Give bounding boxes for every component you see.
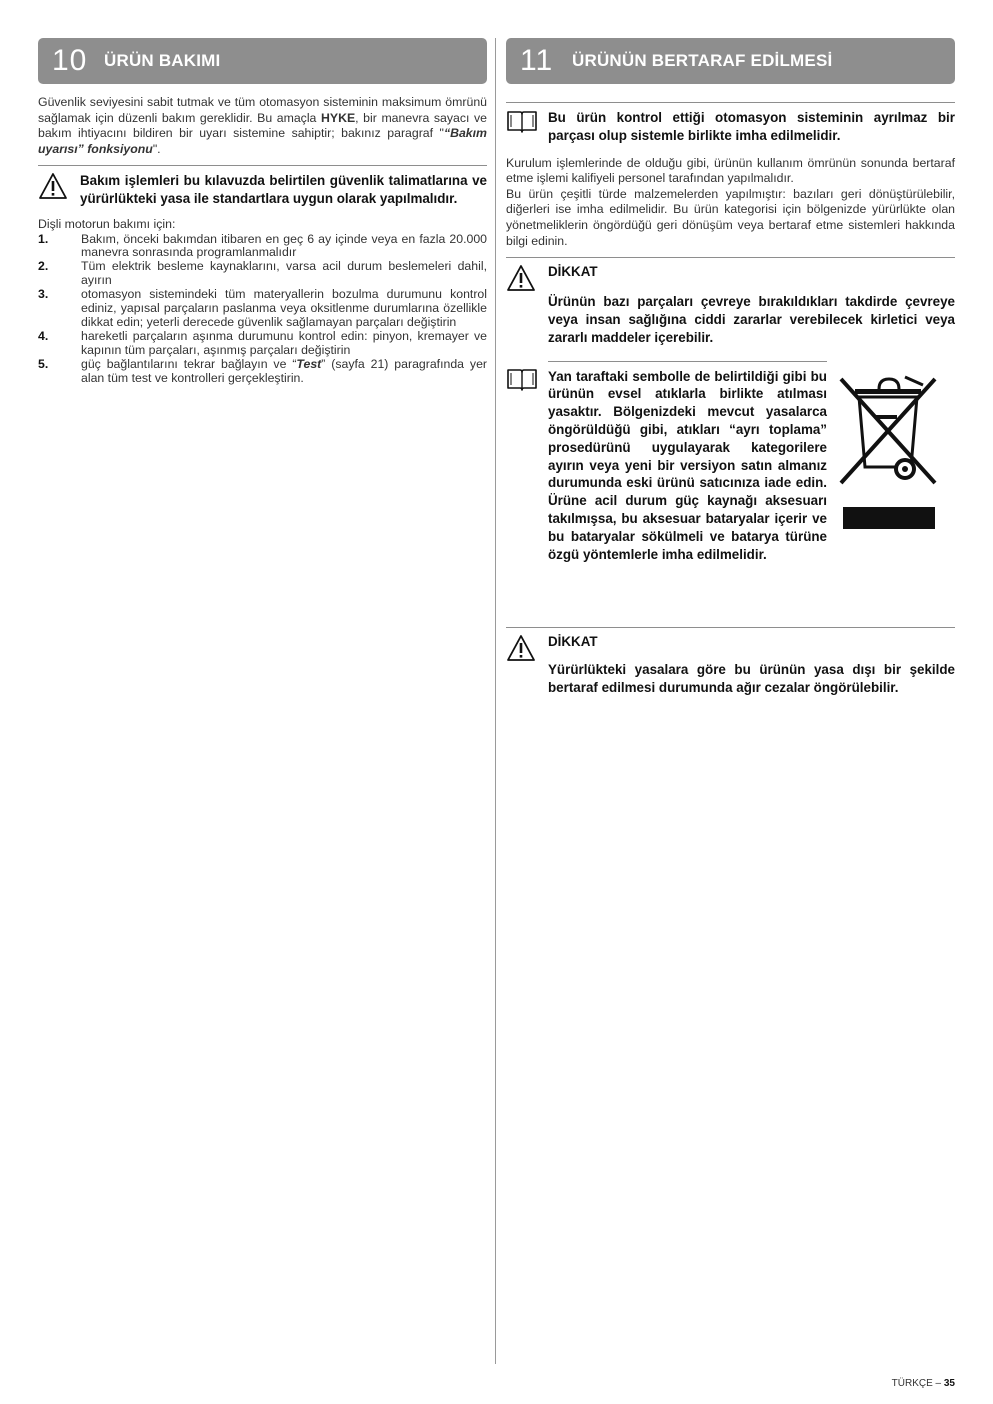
paragraph-reference: “Bakım uyarısı” fonksiyonu: [38, 126, 487, 156]
paragraph: Kurulum işlemlerinde de olduğu gibi, ürünün kullanım ömrünün sonunda bertaraf etme işlemi kalifiyeli personel tarafından yapılmalıdır.: [506, 155, 955, 186]
warning-triangle-icon: [38, 172, 80, 205]
footer-language: TÜRKÇE –: [891, 1378, 944, 1389]
caution-2: [506, 627, 955, 697]
section-10-header: [38, 38, 487, 84]
weee-note: [506, 361, 955, 564]
caution-text: Yürürlükteki yasalara göre bu ürünün yasa dışı bir şekilde bertaraf edilmesi durumunda ağır cezalar öngörülebilir.: [548, 662, 955, 696]
list-item: 4. hareketli parçaların aşınma durumunu kontrol edin: pinyon, kremayer ve kapının tüm parçaları, aşınmış parçaları değiştirin: [38, 328, 487, 357]
caution-title: DİKKAT: [548, 264, 598, 280]
list-item: 3. otomasyon sistemindeki tüm materyallerin bozulma durumunu kontrol ediniz, yapısal parçaların paslanma veya oksitlenme durumlarına özellikle dikkat edin; yeterli derecede güvenlik sağlamayan parçaları değiştirin: [38, 287, 487, 329]
section-title: ÜRÜNÜN BERTARAF EDİLMESİ: [572, 51, 833, 70]
section-number: 11: [520, 44, 554, 77]
crossed-bin-icon: [835, 361, 955, 564]
paragraph: Bu ürün çeşitli türde malzemelerden yapılmıştır: bazıları geri dönüştürülebilir, diğerleri ise imha edilmelidir. Bu ürün kategorisi için bölgenizde yürürlükte olan yönetmeliklerin öngördüğü geri dönüşüm veya bertaraf etme sistemleri hakkında bilgi edinin.: [506, 186, 955, 248]
product-name: HYKE: [321, 110, 356, 125]
page-footer: [892, 1378, 955, 1389]
list-item: 5. güç bağlantılarını tekrar bağlayın ve “Test” (sayfa 21) paragrafında yer alan tüm test ve kontrolleri gerçekleştirin.: [38, 356, 488, 385]
maintenance-warning: [38, 165, 487, 208]
warning-text: Bakım işlemleri bu kılavuzda belirtilen güvenlik talimatlarına ve yürürlükteki yasa ile standartlara uygun olarak yapılmalıdır.: [80, 173, 487, 207]
section-title: ÜRÜN BAKIMI: [104, 51, 221, 70]
intro-paragraph: Güvenlik seviyesini sabit tutmak ve tüm otomasyon sisteminin maksimum ömrünü sağlamak için düzenli bakım gereklidir. Bu amaçla HYKE, bir manevra sayacı ve bakım ihtiyacını bildiren bir uyarı sistemine sahiptir; bakınız paragraf "“Bakım uyarısı” fonksiyonu".: [38, 95, 487, 156]
section-11: [506, 38, 955, 697]
list-item: 1. Bakım, önceki bakımdan itibaren en geç 6 ay içinde veya en fazla 20.000 manevra sonrasında programlanmalıdır: [38, 231, 487, 260]
warning-triangle-icon: [506, 634, 548, 667]
section-11-header: [506, 38, 955, 84]
caution-title: DİKKAT: [548, 634, 598, 650]
manual-book-icon: [506, 361, 548, 396]
page-number: 35: [943, 1378, 955, 1389]
disposal-note: [506, 102, 955, 145]
column-divider: [495, 38, 496, 1364]
caution-text: Ürünün bazı parçaları çevreye bırakıldıkları takdirde çevreye veya insan sağlığına ciddi zararlar verebilecek kirletici veya zararlı maddeler içerebilir.: [548, 294, 955, 345]
caution-1: [506, 257, 955, 346]
section-10: [38, 38, 487, 386]
manual-book-icon: [506, 109, 548, 138]
warning-triangle-icon: [506, 264, 548, 297]
note-text: Bu ürün kontrol ettiği otomasyon sisteminin ayrılmaz bir parçası olup sistemle birlikte imha edilmelidir.: [548, 110, 955, 143]
maintenance-steps: [38, 233, 487, 386]
test-reference: Test: [296, 356, 322, 371]
steps-intro: Dişli motorun bakımı için:: [38, 216, 176, 231]
section-number: 10: [52, 44, 88, 77]
weee-text: Yan taraftaki sembolle de belirtildiği gibi bu ürünün evsel atıklarla birlikte atılması yasaktır. Bölgenizdeki mevcut yasalarca öngörüldüğü gibi, atıkları “ayrı toplama” prosedürünü uygulayarak kategorilere ayırın veya yeni bir versiyon satın almanız durumunda eski ürünü satıcınıza iade edin. Ürüne acil durum güç kaynağı aksesuarı takılmışsa, bu aksesuar bataryalar içerir ve bu bataryalar sökülmeli ve batarya türüne özgü yöntemlerle imha edilmelidir.: [548, 368, 827, 562]
list-item: 2. Tüm elektrik besleme kaynaklarını, varsa acil durum beslemeleri dahil, ayırın: [38, 259, 487, 288]
